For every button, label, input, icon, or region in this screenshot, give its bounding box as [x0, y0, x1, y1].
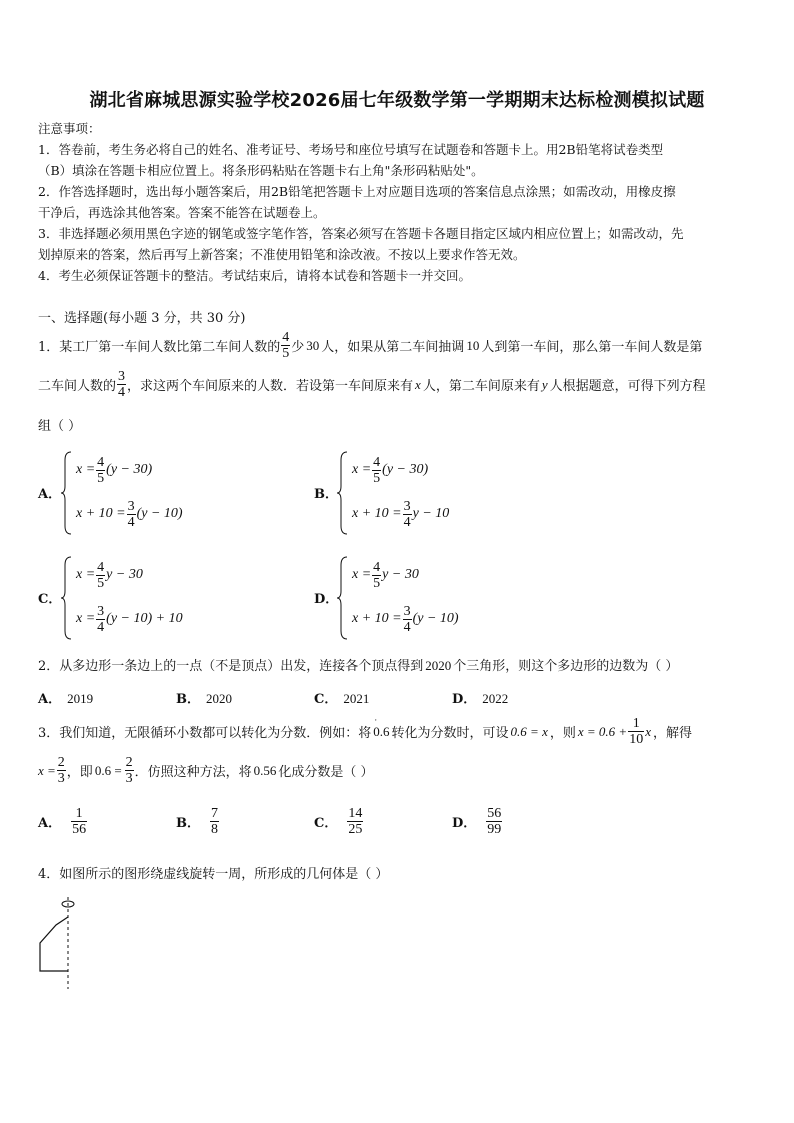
q1-text: ，求这两个车间原来的人数．若设第一车间原来有 — [127, 379, 414, 394]
fraction: $\frac{4}{5}$ — [97, 559, 105, 591]
q2-option-c: C． 2021 — [314, 691, 370, 707]
fraction: $\frac{3}{4}$ — [118, 369, 126, 400]
q2-option-b: B． 2020 — [176, 691, 232, 707]
q1-text: 人，第二车间原来有 — [422, 379, 540, 394]
equation: x = — [38, 762, 56, 778]
q3-line1: 3．我们知道，无限循环小数都可以转化为分数．例如：将 · 0.6 转化为分数时，可设 0.6 = x ，则 x = 0.6 + $\frac{1}{10}$ x ，解得 — [38, 714, 692, 747]
recurring-decimal: 0.56 — [253, 762, 277, 778]
notice-item: 2．作答选择题时，选出每小题答案后，用2B铅笔把答题卡上对应题目选项的答案信息点涂黑；如需改动，用橡皮擦 — [38, 184, 676, 199]
brace-icon — [60, 555, 74, 641]
q1-text: 二车间人数的 — [38, 379, 117, 394]
option-label: A． — [38, 487, 62, 502]
q3-option-c: C． $\frac{14}{25}$ — [314, 806, 363, 837]
q1-text: 人根据题意，可得下列方程 — [549, 379, 706, 394]
recurring-decimal: · 0.6 — [373, 714, 390, 739]
q3-option-a: A． $\frac{1}{56}$ — [38, 806, 87, 837]
fraction: $\frac{2}{3}$ — [125, 755, 133, 786]
q1-text: 少 — [291, 340, 305, 355]
number: 2020 — [425, 658, 452, 673]
fraction: $\frac{7}{8}$ — [211, 806, 218, 837]
notice-item: 4．考生必须保证答题卡的整洁。考试结束后，请将本试卷和答题卡一并交回。 — [38, 268, 471, 283]
q1-text: 人，如果从第二车间抽调 — [321, 340, 465, 355]
option-label: D． — [314, 592, 339, 607]
q2-option-d: D． 2022 — [452, 691, 509, 707]
notice-item: 1．答卷前，考生务必将自己的姓名、准考证号、考场号和座位号填写在试题卷和答题卡上。用2B铅笔将试卷类型 — [38, 142, 664, 157]
equation-system: x = $\frac{4}{5}$ (y − 30) x + 10 = $\frac{3}{4}$ y − 10 — [336, 450, 556, 536]
option-label: C． — [38, 592, 62, 607]
equation-system: x = $\frac{4}{5}$ y − 30 x = $\frac{3}{4}$ (y − 10) + 10 — [60, 555, 280, 641]
equation: x = 0.6 + — [577, 723, 628, 739]
fraction: $\frac{4}{5}$ — [282, 330, 290, 361]
brace-icon — [336, 555, 350, 641]
number: 10 — [466, 337, 480, 353]
variable: x — [645, 723, 651, 739]
q1-line1 — [38, 330, 702, 361]
variable: x — [415, 376, 421, 392]
q3-option-b: B． $\frac{7}{8}$ — [176, 806, 218, 837]
fraction: $\frac{1}{56}$ — [72, 806, 87, 837]
notice-item: （B）填涂在答题卡相应位置上。将条形码粘贴在答题卡右上角"条形码粘贴处"。 — [38, 163, 484, 178]
fraction: $\frac{1}{10}$ — [629, 716, 644, 747]
notice-heading: 注意事项： — [38, 121, 101, 136]
notice-item: 3．非选择题必须用黑色字迹的钢笔或签字笔作答，答案必须写在答题卡各题目指定区域内相应位置上；如需改动，先 — [38, 226, 684, 241]
equation-system: x = $\frac{4}{5}$ y − 30 x + 10 = $\frac{3}{4}$ (y − 10) — [336, 555, 556, 641]
q1-text: 1．某工厂第一车间人数比第二车间人数的 — [38, 340, 281, 355]
recurring-decimal: 0.6 = x — [510, 723, 548, 739]
q4-stem: 4．如图所示的图形绕虚线旋转一周，所形成的几何体是（ ） — [38, 867, 389, 882]
number: 30 — [306, 337, 320, 353]
q1-text: 人到第一车间，那么第一车间人数是第 — [481, 340, 703, 355]
option-label: B． — [314, 487, 338, 502]
fraction: $\frac{4}{5}$ — [97, 454, 105, 486]
fraction: $\frac{3}{4}$ — [127, 498, 135, 530]
fraction: $\frac{3}{4}$ — [403, 603, 411, 635]
fraction: $\frac{14}{25}$ — [348, 806, 363, 837]
equation-system: x = $\frac{4}{5}$ (y − 30) x + 10 = $\frac{3}{4}$ (y − 10) — [60, 450, 280, 536]
figure-outline — [40, 917, 68, 971]
fraction: $\frac{2}{3}$ — [57, 755, 65, 786]
page-title: 湖北省麻城思源实验学校2026届七年级数学第一学期期末达标检测模拟试题 — [89, 90, 705, 111]
fraction: $\frac{4}{5}$ — [373, 559, 381, 591]
notice-item: 干净后，再选涂其他答案。答案不能答在试题卷上。 — [38, 205, 326, 220]
variable: y — [541, 376, 548, 392]
brace-icon — [60, 450, 74, 536]
fraction: $\frac{56}{99}$ — [487, 806, 502, 837]
brace-icon — [336, 450, 350, 536]
section-heading: 一、选择题(每小题 3 分，共 30 分) — [38, 311, 246, 326]
fraction: $\frac{3}{4}$ — [403, 498, 411, 530]
q2-option-a: A． 2019 — [38, 691, 94, 707]
q3-option-d: D． $\frac{56}{99}$ — [452, 806, 502, 837]
recurring-decimal: 0.6 = — [94, 762, 122, 778]
q3-line2: x = $\frac{2}{3}$ ，即 0.6 = $\frac{2}{3}$ ．仿照这种方法，将 0.56 化成分数是（ ） — [38, 755, 374, 786]
q1-line3: 组（ ） — [38, 419, 82, 434]
rotation-figure — [30, 893, 90, 993]
notice-item: 划掉原来的答案，然后再写上新答案；不准使用铅笔和涂改液。不按以上要求作答无效。 — [38, 247, 526, 262]
fraction: $\frac{3}{4}$ — [97, 603, 105, 635]
q2-stem: 2．从多边形一条边上的一点（不是顶点）出发，连接各个顶点得到 2020 个三角形，则这个多边形的边数为（ ） — [38, 658, 679, 674]
q1-line2 — [38, 369, 706, 400]
fraction: $\frac{4}{5}$ — [373, 454, 381, 486]
